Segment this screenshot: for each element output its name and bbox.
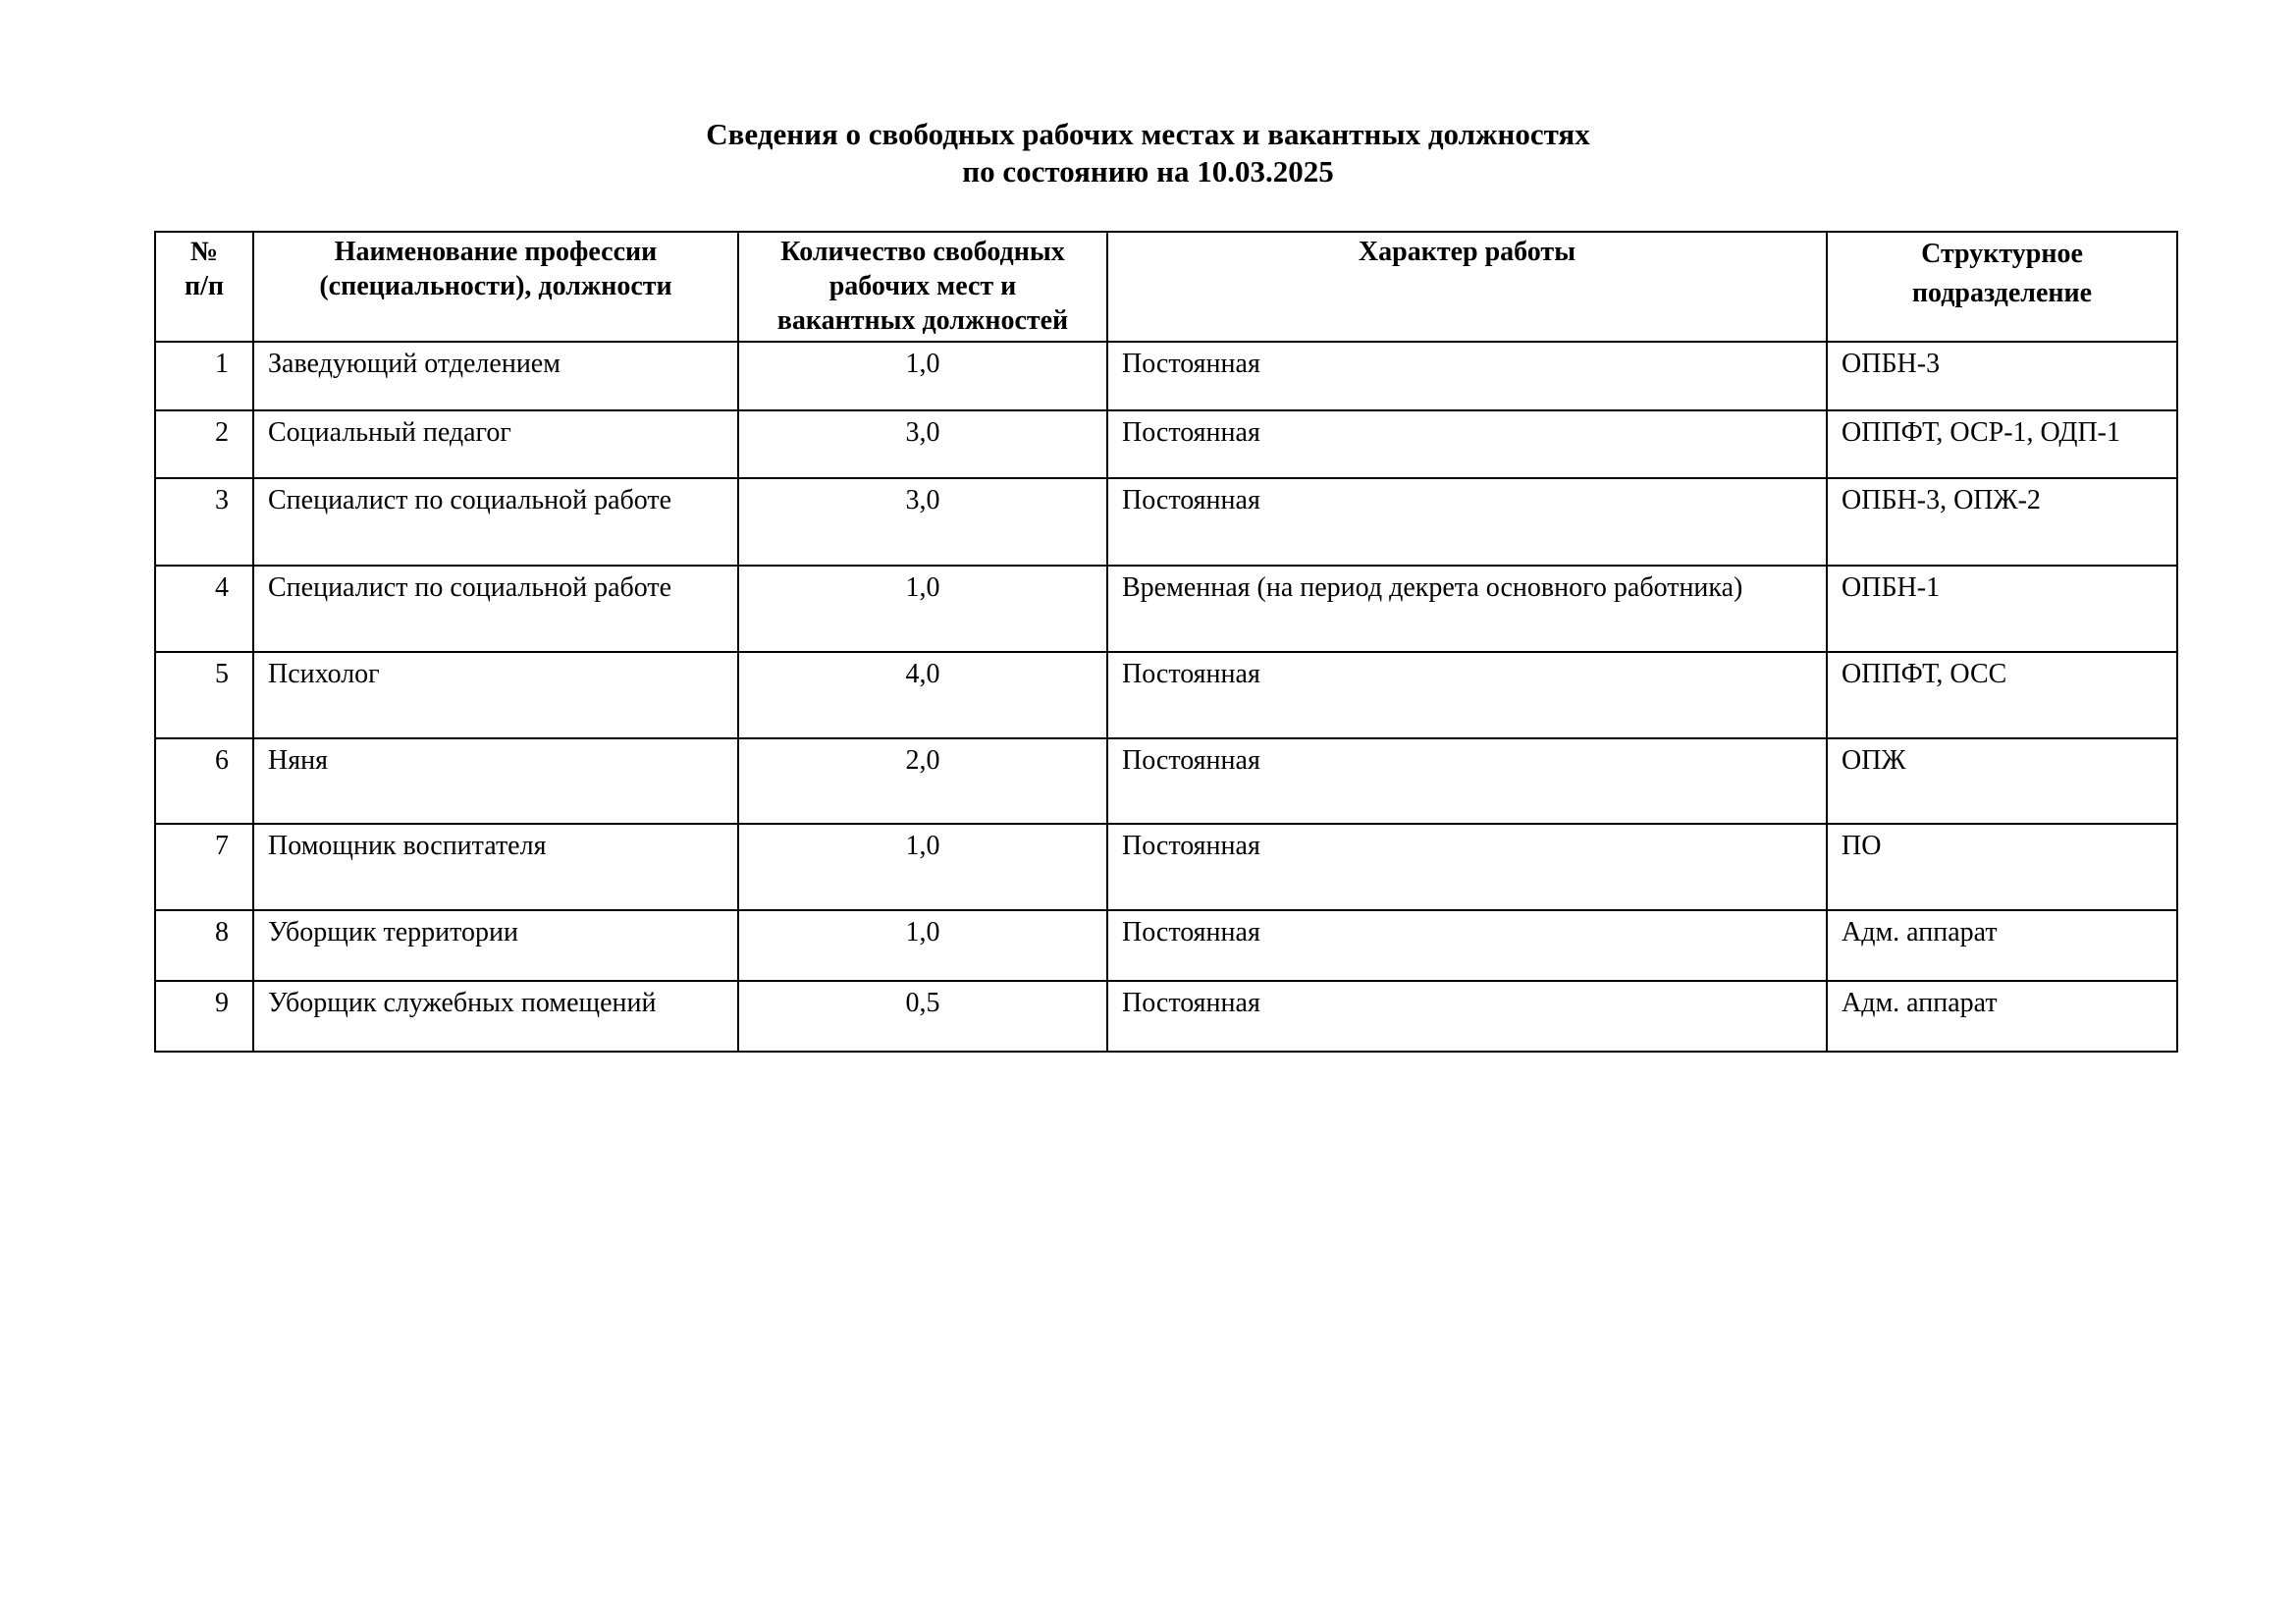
header-nature bbox=[1107, 232, 1827, 342]
table-row bbox=[155, 910, 2177, 981]
row-unit bbox=[1827, 566, 2177, 652]
row-nature bbox=[1107, 478, 1827, 566]
row-name bbox=[253, 910, 738, 981]
row-num: 7 bbox=[155, 824, 253, 910]
table-row bbox=[155, 566, 2177, 652]
row-unit-text: ОПБН-3, ОПЖ-2 bbox=[1842, 485, 2041, 515]
row-nature bbox=[1107, 910, 1827, 981]
row-nature bbox=[1107, 738, 1827, 824]
row-name bbox=[253, 738, 738, 824]
row-name bbox=[253, 478, 738, 566]
row-unit bbox=[1827, 738, 2177, 824]
row-num: 5 bbox=[155, 652, 253, 738]
row-num: 9 bbox=[155, 981, 253, 1052]
row-qty: 3,0 bbox=[738, 478, 1107, 566]
row-qty: 1,0 bbox=[738, 342, 1107, 410]
table-row bbox=[155, 410, 2177, 478]
header-name-line-1: Наименование профессии bbox=[334, 237, 658, 267]
row-nature bbox=[1107, 824, 1827, 910]
row-qty: 1,0 bbox=[738, 566, 1107, 652]
row-nature-text: Постоянная bbox=[1122, 745, 1260, 776]
row-name-text: Уборщик территории bbox=[268, 917, 518, 947]
title-line-1: Сведения о свободных рабочих местах и вакантных должностях bbox=[706, 117, 1590, 151]
row-unit-text: Адм. аппарат bbox=[1842, 988, 1998, 1018]
row-name-text: Специалист по социальной работе bbox=[268, 485, 672, 515]
header-num-line-1: № bbox=[189, 237, 219, 267]
row-unit bbox=[1827, 410, 2177, 478]
row-nature bbox=[1107, 410, 1827, 478]
row-nature bbox=[1107, 652, 1827, 738]
document-title bbox=[0, 116, 2296, 190]
header-name bbox=[253, 232, 738, 342]
row-num: 8 bbox=[155, 910, 253, 981]
row-name-text: Уборщик служебных помещений bbox=[268, 988, 657, 1018]
row-name bbox=[253, 652, 738, 738]
table-row bbox=[155, 478, 2177, 566]
row-name-text: Психолог bbox=[268, 659, 380, 689]
row-nature bbox=[1107, 566, 1827, 652]
header-unit-line-2: подразделение bbox=[1911, 278, 2093, 308]
row-name bbox=[253, 410, 738, 478]
vacancies-table bbox=[154, 231, 2178, 1053]
row-name-text: Заведующий отделением bbox=[268, 349, 561, 379]
title-line-2: по состоянию на 10.03.2025 bbox=[962, 154, 1334, 189]
header-qty-line-1: Количество свободных bbox=[780, 237, 1065, 267]
table-row bbox=[155, 738, 2177, 824]
row-unit-text: ОПЖ bbox=[1842, 745, 1906, 776]
row-num: 2 bbox=[155, 410, 253, 478]
row-qty: 1,0 bbox=[738, 824, 1107, 910]
table-header-row bbox=[155, 232, 2177, 342]
row-nature bbox=[1107, 981, 1827, 1052]
table-row bbox=[155, 981, 2177, 1052]
row-name-text: Специалист по социальной работе bbox=[268, 572, 672, 603]
row-unit bbox=[1827, 981, 2177, 1052]
header-qty-line-3: вакантных должностей bbox=[776, 305, 1069, 336]
header-num bbox=[155, 232, 253, 342]
row-name bbox=[253, 824, 738, 910]
row-num: 4 bbox=[155, 566, 253, 652]
row-num: 3 bbox=[155, 478, 253, 566]
row-unit bbox=[1827, 824, 2177, 910]
header-unit bbox=[1827, 232, 2177, 342]
row-qty: 1,0 bbox=[738, 910, 1107, 981]
row-nature-text: Постоянная bbox=[1122, 417, 1260, 448]
row-nature-text: Постоянная bbox=[1122, 659, 1260, 689]
row-unit bbox=[1827, 342, 2177, 410]
header-name-line-2: (специальности), должности bbox=[319, 271, 672, 301]
table-row bbox=[155, 652, 2177, 738]
row-qty: 2,0 bbox=[738, 738, 1107, 824]
row-unit bbox=[1827, 910, 2177, 981]
row-nature-text: Постоянная bbox=[1122, 917, 1260, 947]
row-nature-text: Временная (на период декрета основного работника) bbox=[1122, 572, 1743, 603]
row-nature-text: Постоянная bbox=[1122, 349, 1260, 379]
row-name bbox=[253, 342, 738, 410]
row-unit-text: Адм. аппарат bbox=[1842, 917, 1998, 947]
row-name-text: Няня bbox=[268, 745, 328, 776]
header-unit-line-1: Структурное bbox=[1921, 239, 2083, 269]
row-nature-text: Постоянная bbox=[1122, 485, 1260, 515]
row-name bbox=[253, 981, 738, 1052]
row-qty: 0,5 bbox=[738, 981, 1107, 1052]
table-row bbox=[155, 342, 2177, 410]
header-qty bbox=[738, 232, 1107, 342]
header-qty-line-2: рабочих мест и bbox=[828, 271, 1017, 301]
row-unit bbox=[1827, 652, 2177, 738]
row-unit bbox=[1827, 478, 2177, 566]
header-nature-text: Характер работы bbox=[1358, 237, 1576, 267]
row-name-text: Социальный педагог bbox=[268, 417, 511, 448]
row-unit-text: ОПБН-3 bbox=[1842, 349, 1941, 379]
row-nature-text: Постоянная bbox=[1122, 988, 1260, 1018]
row-unit-text: ОПБН-1 bbox=[1842, 572, 1941, 603]
row-qty: 3,0 bbox=[738, 410, 1107, 478]
row-qty: 4,0 bbox=[738, 652, 1107, 738]
row-num: 6 bbox=[155, 738, 253, 824]
table-row bbox=[155, 824, 2177, 910]
row-name bbox=[253, 566, 738, 652]
row-unit-text: ОППФТ, ОСС bbox=[1842, 659, 2007, 689]
row-nature bbox=[1107, 342, 1827, 410]
row-num: 1 bbox=[155, 342, 253, 410]
row-name-text: Помощник воспитателя bbox=[268, 831, 547, 861]
row-unit-text: ПО bbox=[1842, 831, 1882, 861]
row-nature-text: Постоянная bbox=[1122, 831, 1260, 861]
header-num-line-2: п/п bbox=[184, 271, 225, 301]
row-unit-text: ОППФТ, ОСР-1, ОДП-1 bbox=[1842, 417, 2120, 448]
